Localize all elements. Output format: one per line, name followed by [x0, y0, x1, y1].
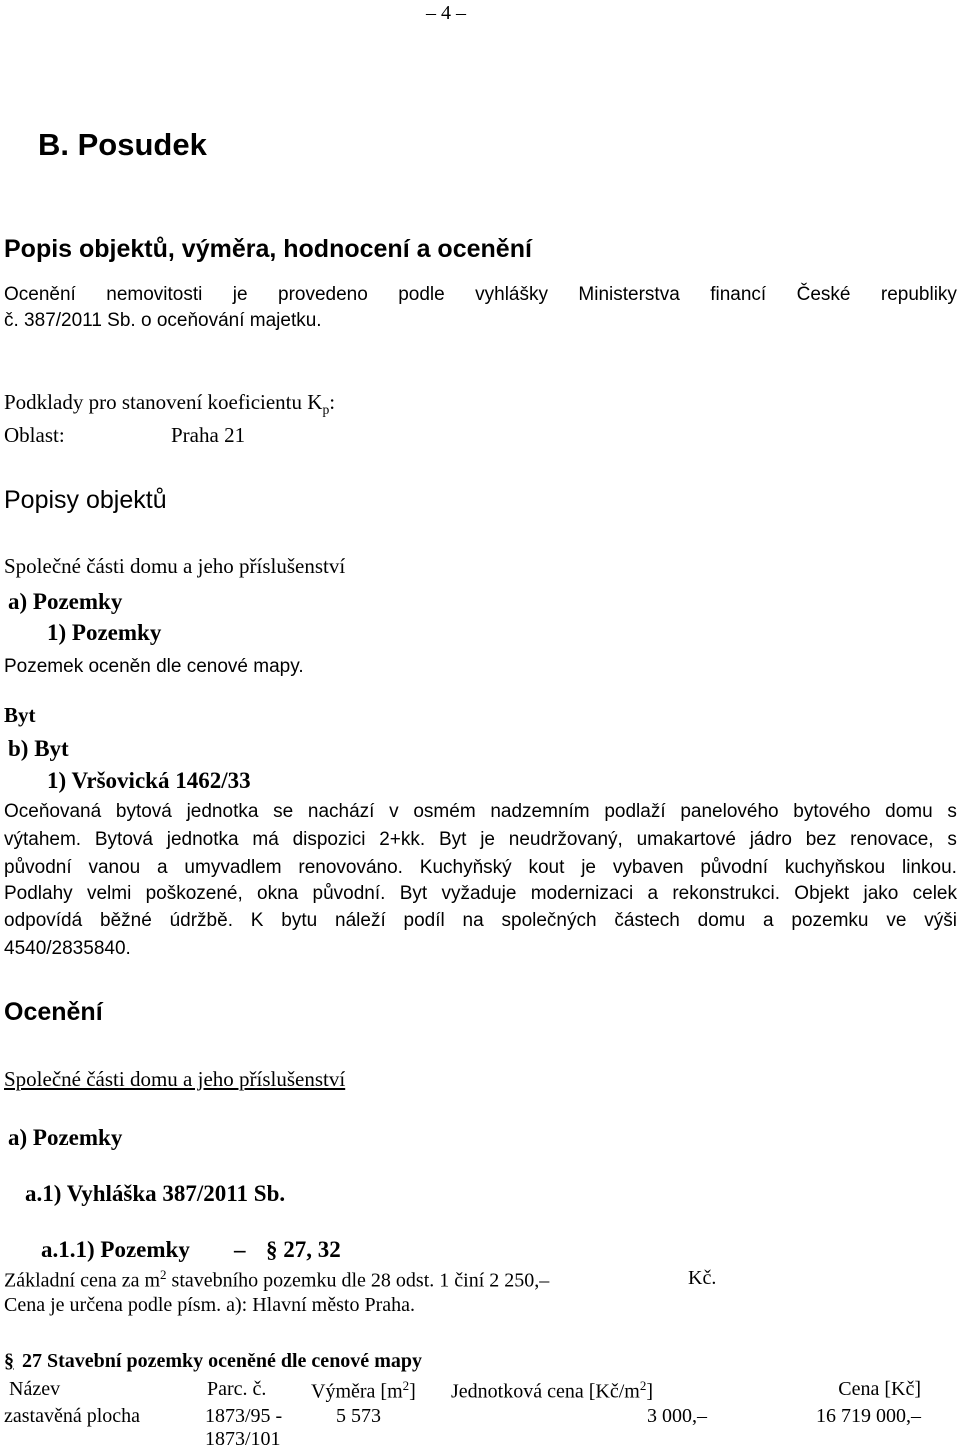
cell-jednotkova-cena: 3 000,– [647, 1405, 707, 1427]
header-cena: Cena [Kč] [838, 1378, 921, 1400]
byt-description-word: kout [528, 857, 565, 878]
byt-description-word: částech [614, 910, 680, 931]
byt-description-word: náleží [335, 910, 386, 931]
byt-description-word: bez [805, 829, 837, 850]
intro-word: provedeno [278, 284, 368, 305]
byt-description-word: nachází [307, 801, 375, 822]
byt-description-word: bytového [793, 801, 871, 822]
byt-description-word: 2+kk. [379, 829, 426, 850]
byt-description-word: kuchyňskou [784, 857, 886, 878]
intro-paragraph-line-1 [4, 284, 957, 306]
header-nazev: Název [9, 1378, 61, 1400]
spolecne-casti-heading: Společné části domu a jeho příslušenství [4, 554, 346, 578]
oceneni-a1-heading: a.1) Vyhláška 387/2011 Sb. [25, 1181, 286, 1206]
byt-description-word: s [947, 801, 957, 822]
intro-word: Ministerstva [578, 284, 680, 305]
byt-description-word: původní. [312, 883, 386, 904]
byt-description-word: Bytová [94, 829, 153, 850]
byt-description-word: velmi [86, 883, 132, 904]
a-pozemky-1-heading: 1) Pozemky [47, 620, 162, 645]
oceneni-spolecne-heading: Společné části domu a jeho příslušenství [4, 1067, 346, 1091]
byt-description-word: bytu [281, 910, 318, 931]
byt-description-word: je [480, 829, 495, 850]
byt-description-word: Kuchyňský [419, 857, 512, 878]
oceneni-a-heading: a) Pozemky [8, 1125, 123, 1150]
cell-vymera: 5 573 [336, 1405, 381, 1427]
intro-word: Ocenění [4, 284, 76, 305]
intro-word: nemovitosti [106, 284, 203, 305]
byt-description-word: jádro [749, 829, 792, 850]
byt-description-word: modernizaci [530, 883, 634, 904]
byt-description-word: jednotka [186, 801, 259, 822]
byt-description-line-6: 4540/2835840. [4, 938, 131, 959]
page-number: – 4 – [426, 2, 466, 24]
byt-description-word: výši [924, 910, 957, 931]
byt-description-word: dispozici [292, 829, 366, 850]
byt-description-word: a [647, 883, 659, 904]
byt-description-word: bytová [115, 801, 172, 822]
zakladni-cena-unit: Kč. [688, 1267, 717, 1289]
a-pozemky-heading: a) Pozemky [8, 589, 123, 614]
header-jednotkova-cena: Jednotková cena $[Kč/m^2]$ [451, 1378, 653, 1403]
byt-description-word: linkou. [902, 857, 957, 878]
byt-description-word: výtahem. [4, 829, 82, 850]
paragraph-27-title: 27 Stavební pozemky oceněné dle cenové mapy [22, 1350, 422, 1372]
byt-description-word: panelového [680, 801, 779, 822]
intro-word: vyhlášky [475, 284, 548, 305]
section-title: B. Posudek [38, 127, 207, 162]
byt-description-word: K [250, 910, 264, 931]
byt-description-word: původní [700, 857, 769, 878]
byt-description-word: osmém [413, 801, 476, 822]
kp-subscript: p [322, 402, 330, 418]
byt-description-word: vybaven [612, 857, 684, 878]
kp-label: Podklady pro stanovení koeficientu K [4, 390, 323, 414]
intro-word: financí [710, 284, 767, 305]
intro-word: podle [398, 284, 445, 305]
byt-description-word: je [581, 857, 596, 878]
byt-description-word: údržbě. [169, 910, 233, 931]
intro-word: republiky [880, 284, 957, 305]
intro-word: České [796, 284, 851, 305]
b-byt-heading: b) Byt [8, 736, 69, 761]
pozemek-text: Pozemek oceněn dle cenové mapy. [4, 656, 304, 677]
byt-description-word: umakartové [636, 829, 736, 850]
oblast-label: Oblast: [4, 423, 65, 447]
byt-description-word: vanou [88, 857, 141, 878]
oceneni-a11-label: a.1.1) Pozemky [41, 1237, 190, 1262]
byt-description-word: společných [501, 910, 597, 931]
byt-description-word: pozemku [791, 910, 869, 931]
byt-description-word: se [273, 801, 294, 822]
byt-description-line-2 [4, 829, 957, 851]
byt-description-word: na [462, 910, 484, 931]
byt-description-word: v [389, 801, 399, 822]
table-header-row [4, 1378, 921, 1405]
cell-parc: 1873/95 - 1873/101 [205, 1405, 283, 1450]
cell-nazev: zastavěná plocha [4, 1405, 141, 1427]
b-byt-1-heading: 1) Vršovická 1462/33 [47, 768, 251, 793]
byt-description-word: ve [886, 910, 907, 931]
byt-description-word: poškozené, [145, 883, 243, 904]
byt-description-word: s [947, 829, 957, 850]
intro-paragraph-line-2: č. 387/2011 Sb. o oceňování majetku. [4, 310, 322, 331]
kp-colon: : [329, 390, 336, 414]
byt-description-line-3 [4, 857, 957, 879]
popisy-heading: Popisy objektů [4, 486, 167, 514]
byt-description-word: umyvadlem [184, 857, 282, 878]
oblast-value: Praha 21 [171, 423, 246, 447]
intro-word: je [232, 284, 248, 305]
byt-description-word: má [252, 829, 279, 850]
byt-description-word: podíl [403, 910, 445, 931]
zakladni-cena-text: Základní cena za $m^2$ stavebního pozemku dle 28 odst. 1 činí 2 250,– [4, 1267, 550, 1292]
byt-description-word: okna [257, 883, 299, 904]
paragraph-27-heading [4, 1350, 14, 1373]
page-title: Popis objektů, výměra, hodnocení a ocenění [4, 235, 532, 263]
byt-description-line-5 [4, 910, 957, 932]
oceneni-heading: Ocenění [4, 998, 103, 1026]
byt-description-word: Byt [438, 829, 467, 850]
cell-cena: 16 719 000,– [816, 1405, 921, 1427]
byt-description-word: jako [863, 883, 899, 904]
table-row [4, 1405, 921, 1451]
header-vymera: Výměra $[m^2]$ [311, 1378, 416, 1403]
byt-description-line-4 [4, 883, 957, 905]
byt-description-word: odpovídá [4, 910, 83, 931]
cena-urcena-text: Cena je určena podle písm. a): Hlavní město Praha. [4, 1294, 415, 1316]
price-table [4, 1378, 921, 1451]
byt-description-word: nadzemním [490, 801, 590, 822]
byt-description-line-1 [4, 801, 957, 823]
oceneni-a11-paragraphs: § 27, 32 [266, 1237, 341, 1262]
header-parc: Parc. č. [207, 1378, 267, 1400]
byt-description-word: renovace, [850, 829, 934, 850]
byt-description-word: vyžaduje [441, 883, 517, 904]
byt-description-word: a [763, 910, 774, 931]
byt-description-word: Podlahy [4, 883, 73, 904]
byt-description-word: podlaží [604, 801, 666, 822]
byt-description-word: rekonstrukci. [672, 883, 781, 904]
paragraph-symbol: § [4, 1350, 14, 1372]
byt-description-word: a [157, 857, 168, 878]
byt-description-word: původní [4, 857, 72, 878]
byt-label: Byt [4, 703, 36, 727]
byt-description-word: jednotka [166, 829, 239, 850]
byt-description-word: Byt [399, 883, 428, 904]
byt-description-word: běžné [100, 910, 152, 931]
byt-description-word: domu [697, 910, 746, 931]
byt-description-word: Oceňovaná [4, 801, 102, 822]
byt-description-word: Objekt [794, 883, 850, 904]
byt-description-word: renovováno. [298, 857, 403, 878]
oceneni-a11-dash: – [234, 1237, 246, 1262]
byt-description-word: celek [912, 883, 957, 904]
kp-heading [4, 390, 335, 418]
byt-description-word: neudržovaný, [508, 829, 623, 850]
byt-description-word: domu [885, 801, 933, 822]
